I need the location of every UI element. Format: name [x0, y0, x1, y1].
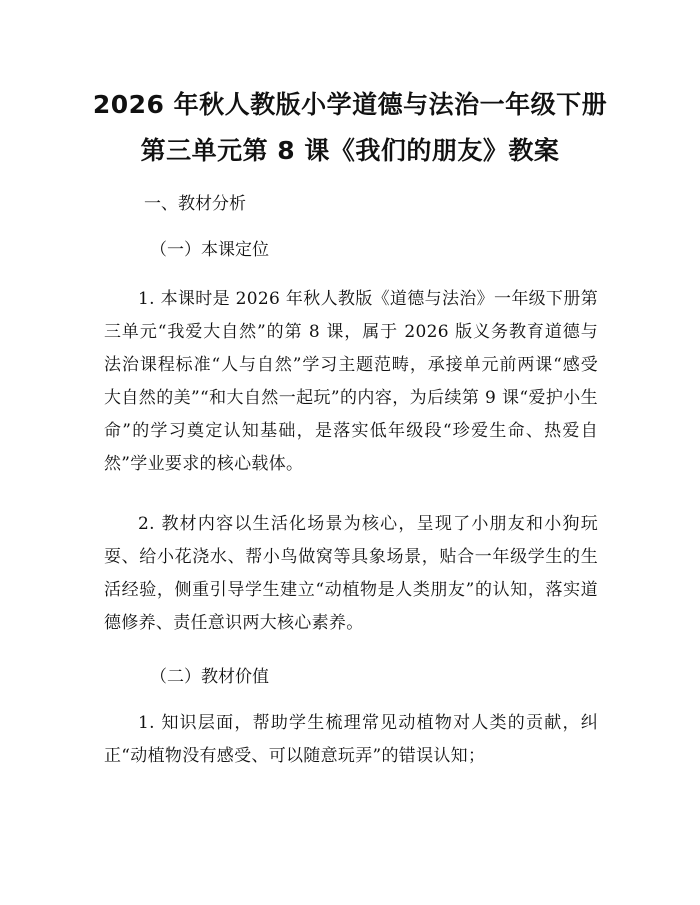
paragraph-lesson-positioning-1: 1. 本课时是 2026 年秋人教版《道德与法治》一年级下册第三单元“我爱大自然”的第 8 课，属于 2026 版义务教育道德与法治课程标准“人与自然”学习主题范畴，承接单元前两课“感受大自然的美”“和大自然一起玩”的内容，为后续第 9 课“爱护小生命”的学习奠定认知基础，是落实低年级段“珍爱生命、热爱自然”学业要求的核心载体。	[104, 289, 598, 474]
document-title-line-2: 第三单元第 8 课《我们的朋友》教案	[140, 136, 560, 165]
section-heading-textbook-analysis: 一、教材分析	[144, 194, 246, 214]
document-title-line-1: 2026 年秋人教版小学道德与法治一年级下册	[92, 90, 608, 119]
paragraph-textbook-value-1: 1. 知识层面，帮助学生梳理常见动植物对人类的贡献，纠正“动植物没有感受、可以随意玩弄”的错误认知；	[104, 713, 598, 766]
paragraph-lesson-positioning-2: 2. 教材内容以生活化场景为核心，呈现了小朋友和小狗玩耍、给小花浇水、帮小鸟做窝等具象场景，贴合一年级学生的生活经验，侧重引导学生建立“动植物是人类朋友”的认知，落实道德修养、责任意识两大核心素养。	[104, 514, 598, 633]
subsection-heading-lesson-positioning: （一）本课定位	[150, 240, 269, 260]
subsection-heading-textbook-value: （二）教材价值	[150, 667, 269, 687]
